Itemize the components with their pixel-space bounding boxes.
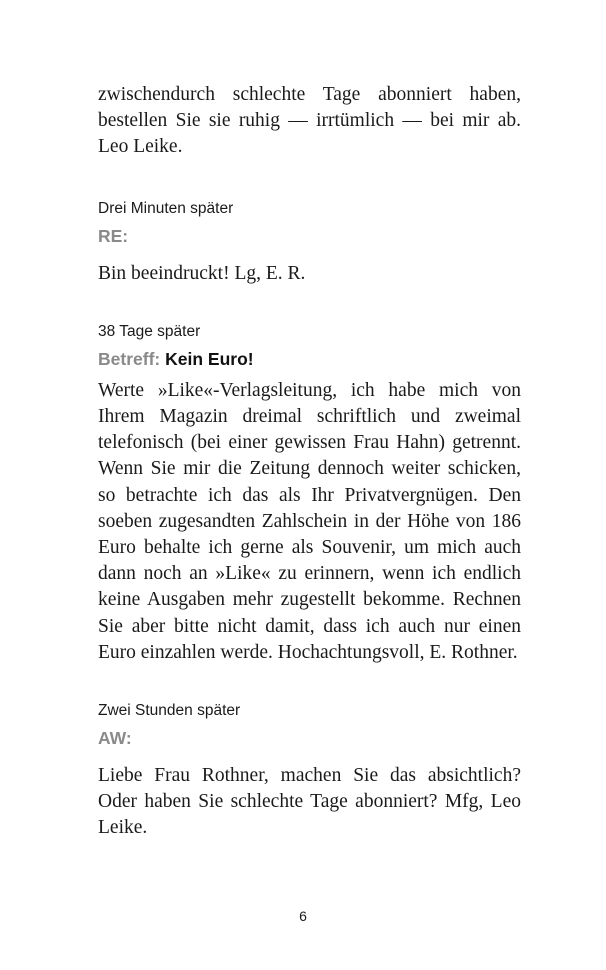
message-block <box>98 322 521 666</box>
intro-paragraph: zwischendurch schlechte Tage abonniert haben, bestellen Sie sie ruhig — irrtümlich — bei mir ab. Leo Leike. <box>98 84 521 158</box>
message-subject <box>98 727 521 749</box>
message-subject <box>98 225 521 247</box>
subject-label: Betreff: <box>98 348 161 369</box>
message-time: Zwei Stunden später <box>98 702 241 720</box>
subject-label: RE: <box>98 225 129 246</box>
message-time: Drei Minuten später <box>98 199 234 217</box>
message-block <box>98 701 521 842</box>
message-body: Bin beeindruckt! Lg, E. R. <box>98 262 306 284</box>
message-time: 38 Tage später <box>98 322 201 340</box>
page-number: 6 <box>299 908 307 924</box>
subject-value: Kein Euro! <box>165 348 254 369</box>
subject-label: AW: <box>98 728 132 749</box>
message-block <box>98 199 521 287</box>
book-page <box>98 82 521 842</box>
message-body: Liebe Frau Rothner, machen Sie das absichtlich? Oder haben Sie schlechte Tage abonniert? Mfg, Leo Leike. <box>98 765 521 839</box>
message-body: Werte »Like«-Verlagsleitung, ich habe mich von Ihrem Magazin dreimal schriftlich und zweimal telefonisch (bei einer gewissen Frau Hahn) getrennt. Wenn Sie mir die Zeitung dennoch weiter schicken, so betrachte ich das als Ihr Privatvergnügen. Den soeben zugesandten Zahlschein in der Höhe von 186 Euro behalte ich gerne als Souvenir, um mich auch dann noch an »Like« zu erinnern, wenn ich endlich keine Ausgaben mehr zugestellt bekomme. Rechnen Sie aber bitte nicht damit, dass ich auch nur einen Euro einzahlen werde. Hochachtungsvoll, E. Rothner. <box>98 379 521 663</box>
message-subject <box>98 348 521 370</box>
